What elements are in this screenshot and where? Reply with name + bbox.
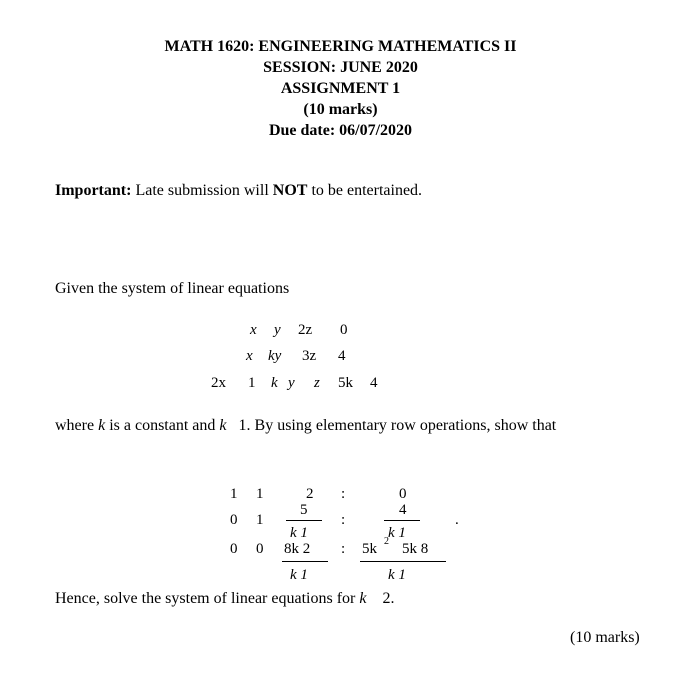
eq3-term: 1: [248, 375, 256, 391]
due-date: Due date: 06/07/2020: [268, 122, 413, 139]
eq3-term: k: [271, 375, 278, 391]
hence-main: Hence, solve the system of linear equations for: [55, 590, 356, 607]
where-k2: k: [219, 417, 227, 434]
eq2-term: ky: [268, 348, 282, 364]
matrix-colon: :: [341, 512, 346, 528]
where-text: [55, 417, 556, 435]
rhs-r3-num-b: 5k 8: [402, 541, 429, 557]
fraction-bar: [360, 561, 446, 562]
where-post: 1. By using elementary row operations, show that: [238, 417, 557, 434]
eq1-term: x: [250, 322, 257, 338]
matrix-cell: 1: [256, 486, 264, 502]
frac-r3-numerator: 8k 2: [284, 541, 311, 557]
important-emphasis: NOT: [272, 182, 308, 199]
hence-text: [55, 590, 394, 608]
rhs-r2-denominator: k 1: [388, 525, 406, 541]
where-k1: k: [98, 417, 106, 434]
assignment-title: ASSIGNMENT 1: [280, 80, 401, 97]
eq1-rhs: 0: [340, 322, 348, 338]
fraction-bar: [286, 520, 322, 521]
fraction-bar: [282, 561, 328, 562]
important-note: [55, 182, 422, 200]
important-text-after: to be entertained.: [311, 182, 423, 199]
hence-k: k: [359, 590, 367, 607]
frac-r1-denominator: k 1: [290, 525, 308, 541]
matrix-cell: 0: [399, 486, 407, 502]
matrix-period: .: [455, 512, 459, 528]
eq1-term: y: [274, 322, 281, 338]
eq2-term: x: [246, 348, 253, 364]
session-title: SESSION: JUNE 2020: [263, 59, 418, 76]
where-pre: where: [55, 417, 95, 434]
eq2-rhs: 4: [338, 348, 346, 364]
matrix-cell: 1: [230, 486, 238, 502]
rhs-r3-num-a: 5k: [362, 541, 377, 557]
frac-r1-numerator: 5: [300, 502, 308, 518]
eq3-term: y: [288, 375, 295, 391]
eq3-term: 5k: [338, 375, 353, 391]
final-marks: (10 marks): [570, 629, 640, 646]
eq1-term: 2z: [298, 322, 313, 338]
fraction-bar: [384, 520, 420, 521]
matrix-cell: 0: [256, 541, 264, 557]
course-title: MATH 1620: ENGINEERING MATHEMATICS II: [164, 38, 517, 55]
matrix-cell: 0: [230, 541, 238, 557]
rhs-r2-numerator: 4: [399, 502, 407, 518]
important-label: Important:: [55, 182, 132, 199]
matrix-colon: :: [341, 541, 346, 557]
matrix-cell: 2: [306, 486, 314, 502]
matrix-colon: :: [341, 486, 346, 502]
matrix-cell: 1: [256, 512, 264, 528]
matrix-cell: 0: [230, 512, 238, 528]
frac-r3-denominator: k 1: [290, 567, 308, 583]
eq2-term: 3z: [302, 348, 317, 364]
where-mid: is a constant and: [109, 417, 216, 434]
rhs-r3-exponent: 2: [384, 536, 389, 547]
rhs-r3-denominator: k 1: [388, 567, 406, 583]
marks-title: (10 marks): [303, 101, 378, 118]
important-text-before: Late submission will: [135, 182, 269, 199]
eq3-term: z: [314, 375, 320, 391]
intro-text: Given the system of linear equations: [55, 280, 290, 297]
eq3-rhs: 4: [370, 375, 378, 391]
eq3-term: 2x: [211, 375, 226, 391]
hence-value: 2.: [382, 590, 395, 607]
